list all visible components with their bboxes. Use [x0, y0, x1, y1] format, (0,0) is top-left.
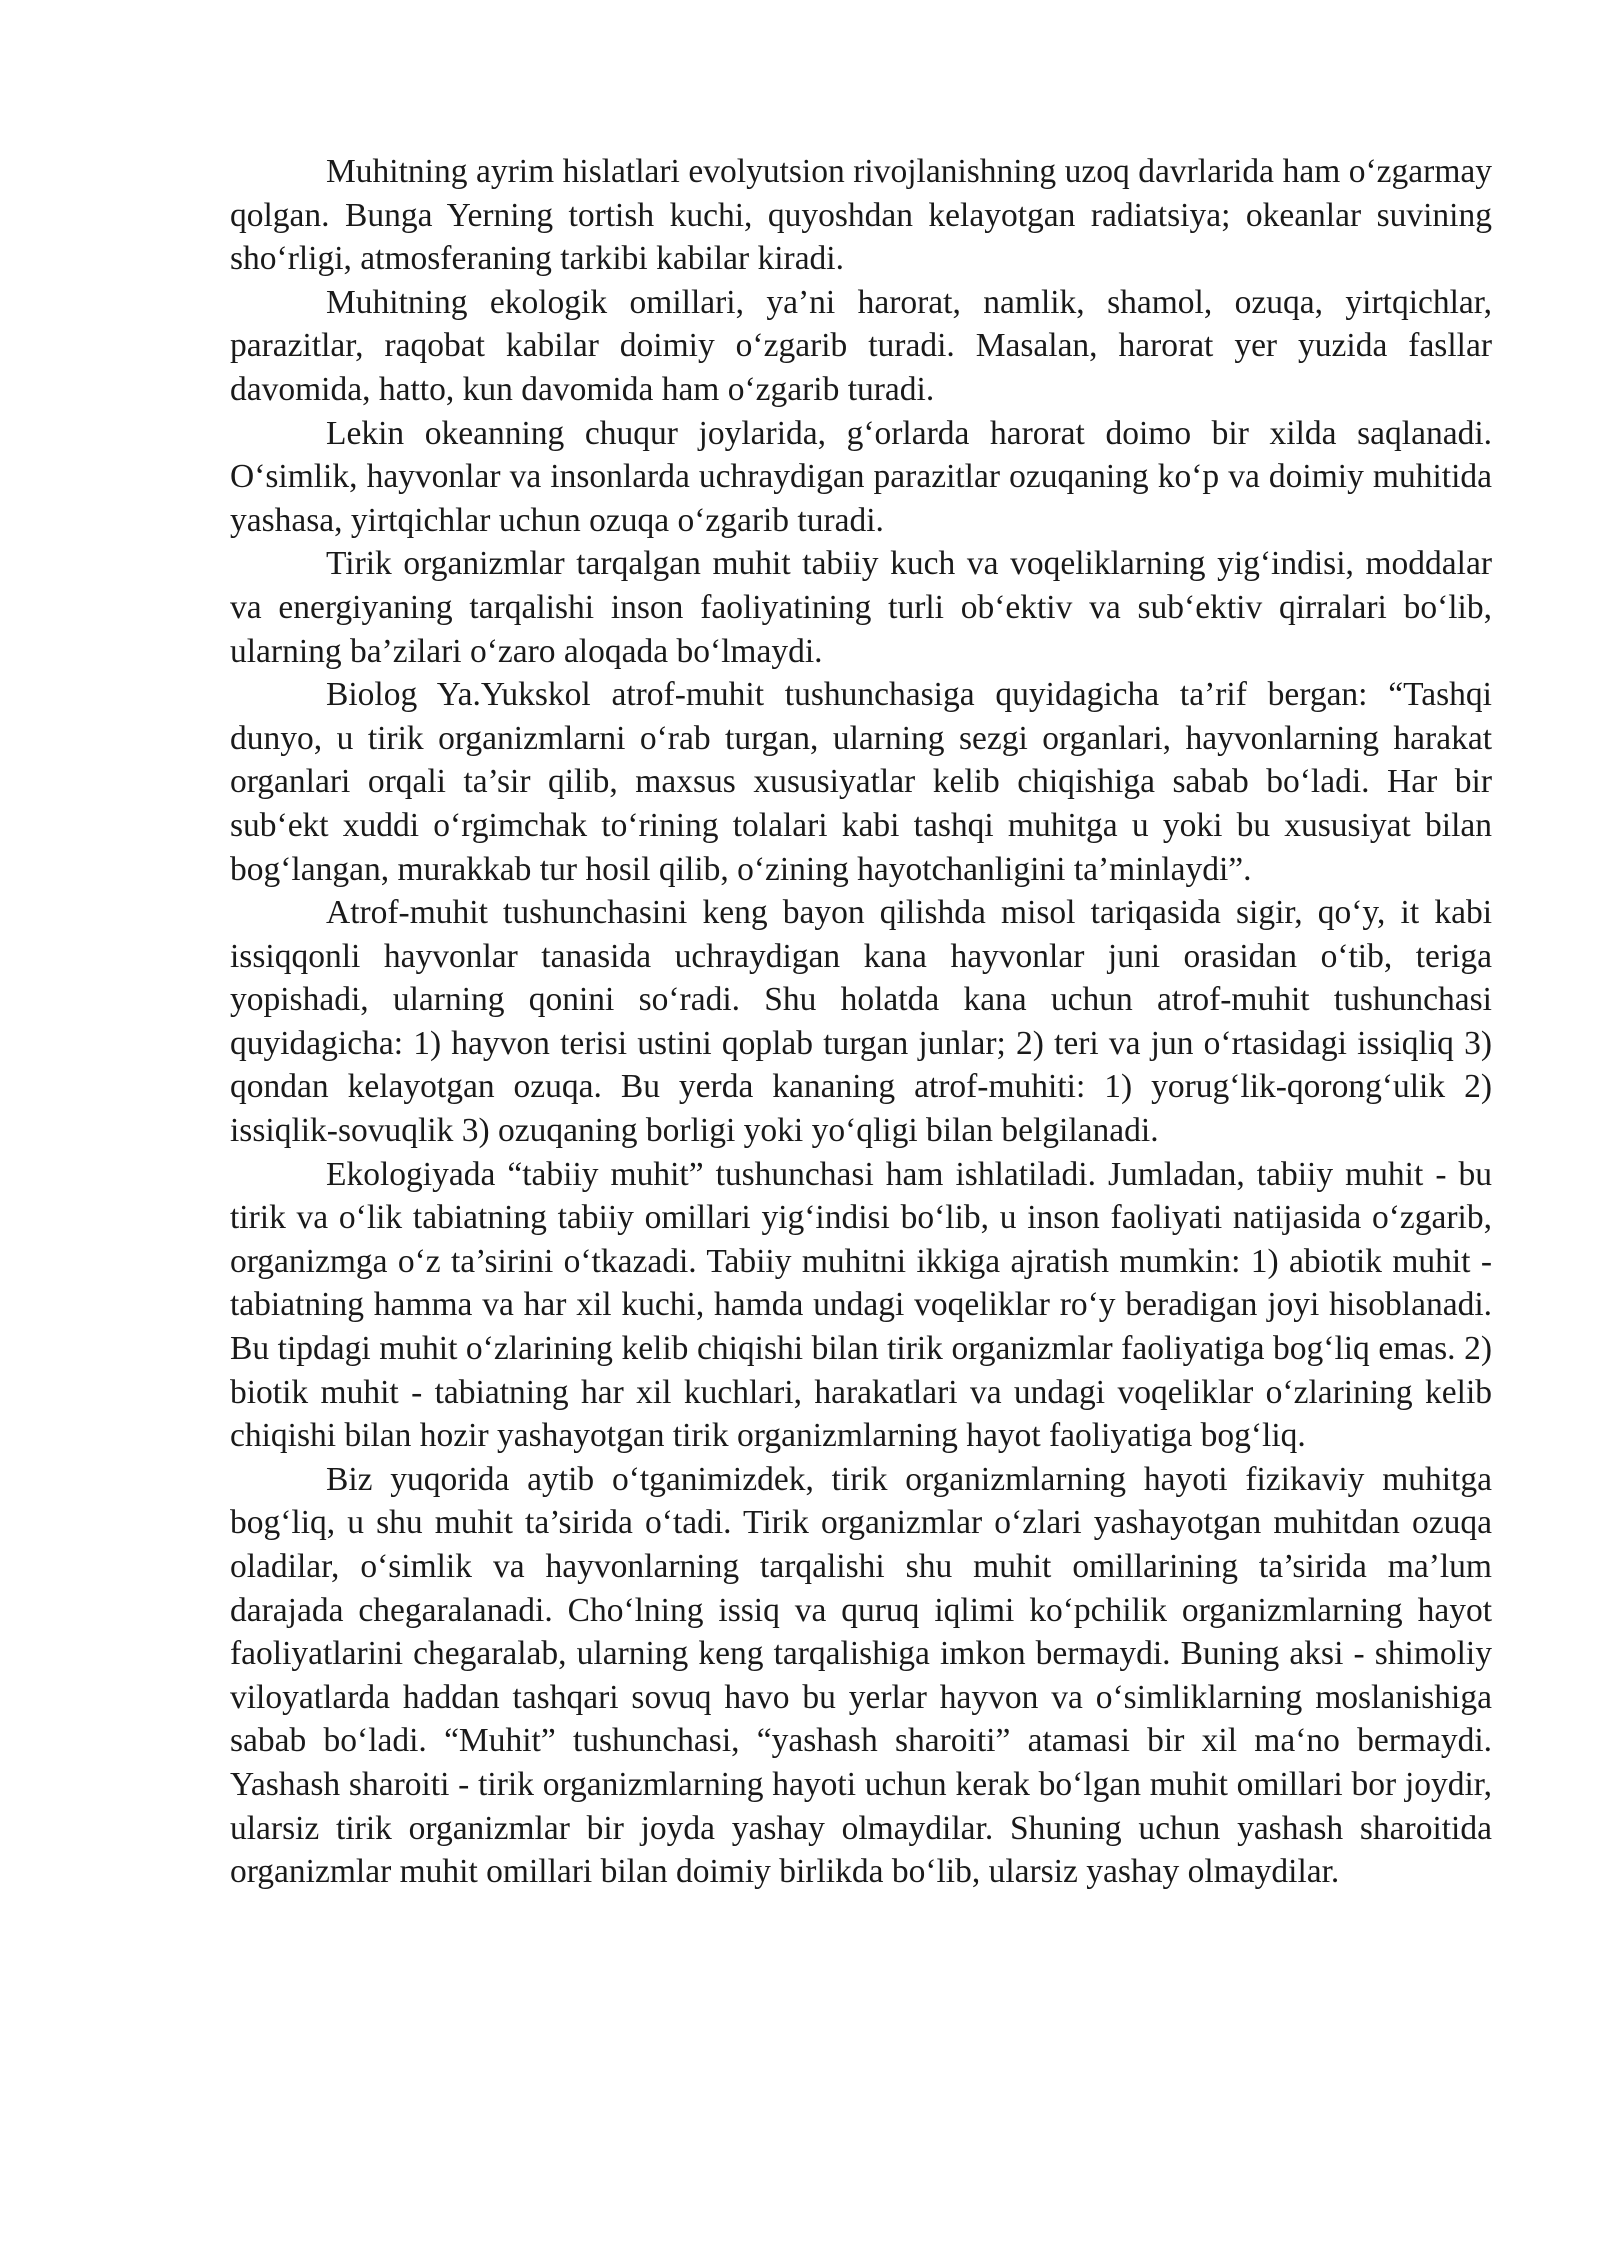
- paragraph-7: Ekologiyada “tabiiy muhit” tushunchasi ham ishlatiladi. Jumladan, tabiiy muhit - bu tirik va o‘lik tabiatning tabiiy omillari yig‘indisi bo‘lib, u inson faoliyati natijasida o‘zgarib, organizmga o‘z ta’sirini o‘tkazadi. Tabiiy muhitni ikkiga ajratish mumkin: 1) abiotik muhit - tabiatning hamma va har xil kuchi, hamda undagi voqeliklar ro‘y beradigan joyi hisoblanadi. Bu tipdagi muhit o‘zlarining kelib chiqishi bilan tirik organizmlar faoliyatiga bog‘liq emas. 2) biotik muhit - tabiatning har xil kuchlari, harakatlari va undagi voqeliklar o‘zlarining kelib chiqishi bilan hozir yashayotgan tirik organizmlarning hayot faoliyatiga bog‘liq.: [230, 1155, 1492, 1455]
- paragraph-4: Tirik organizmlar tarqalgan muhit tabiiy kuch va voqeliklarning yig‘indisi, moddalar va energiyaning tarqalishi inson faoliyatining turli ob‘ektiv va sub‘ektiv qirralari bo‘lib, ularning ba’zilari o‘zaro aloqada bo‘lmaydi.: [230, 545, 1492, 670]
- paragraph-2: Muhitning ekologik omillari, ya’ni harorat, namlik, shamol, ozuqa, yirtqichlar, parazitlar, raqobat kabilar doimiy o‘zgarib turadi. Masalan, harorat yer yuzida fasllar davomida, hatto, kun davomida ham o‘zgarib turadi.: [230, 283, 1492, 408]
- document-page: [230, 150, 1492, 1894]
- paragraph-1: Muhitning ayrim hislatlari evolyutsion rivojlanishning uzoq davrlarida ham o‘zgarmay qolgan. Bunga Yerning tortish kuchi, quyoshdan kelayotgan radiatsiya; okeanlar suvining sho‘rligi, atmosferaning tarkibi kabilar kiradi.: [230, 153, 1492, 278]
- paragraph-3: Lekin okeanning chuqur joylarida, g‘orlarda harorat doimo bir xilda saqlanadi. O‘simlik, hayvonlar va insonlarda uchraydigan parazitlar ozuqaning ko‘p va doimiy muhitida yashasa, yirtqichlar uchun ozuqa o‘zgarib turadi.: [230, 414, 1492, 539]
- paragraph-5: Biolog Ya.Yukskol atrof-muhit tushunchasiga quyidagicha ta’rif bergan: “Tashqi dunyo, u tirik organizmlarni o‘rab turgan, ularning sezgi organlari, hayvonlarning harakat organlari orqali ta’sir qilib, maxsus xususiyatlar kelib chiqishiga sabab bo‘ladi. Har bir sub‘ekt xuddi o‘rgimchak to‘rining tolalari kabi tashqi muhitga u yoki bu xususiyat bilan bog‘langan, murakkab tur hosil qilib, o‘zining hayotchanligini ta’minlaydi”.: [230, 676, 1492, 888]
- paragraph-6: Atrof-muhit tushunchasini keng bayon qilishda misol tariqasida sigir, qo‘y, it kabi issiqqonli hayvonlar tanasida uchraydigan kana hayvonlar juni orasidan o‘tib, teriga yopishadi, ularning qonini so‘radi. Shu holatda kana uchun atrof-muhit tushunchasi quyidagicha: 1) hayvon terisi ustini qoplab turgan junlar; 2) teri va jun o‘rtasidagi issiqliq 3) qondan kelayotgan ozuqa. Bu yerda kananing atrof-muhiti: 1) yorug‘lik-qorong‘ulik 2) issiqlik-sovuqlik 3) ozuqaning borligi yoki yo‘qligi bilan belgilanadi.: [230, 894, 1492, 1150]
- paragraph-8: Biz yuqorida aytib o‘tganimizdek, tirik organizmlarning hayoti fizikaviy muhitga bog‘liq, u shu muhit ta’sirida o‘tadi. Tirik organizmlar o‘zlari yashayotgan muhitdan ozuqa oladilar, o‘simlik va hayvonlarning tarqalishi shu muhit omillarining ta’sirida ma’lum darajada chegaralanadi. Cho‘lning issiq va quruq iqlimi ko‘pchilik organizmlarning hayot faoliyatlarini chegaralab, ularning keng tarqalishiga imkon bermaydi. Buning aksi - shimoliy viloyatlarda haddan tashqari sovuq havo bu yerlar hayvon va o‘simliklarning moslanishiga sabab bo‘ladi. “Muhit” tushunchasi, “yashash sharoiti” atamasi bir xil ma‘no bermaydi. Yashash sharoiti - tirik organizmlarning hayoti uchun kerak bo‘lgan muhit omillari bor joydir, ularsiz tirik organizmlar bir joyda yashay olmaydilar. Shuning uchun yashash sharoitida organizmlar muhit omillari bilan doimiy birlikda bo‘lib, ularsiz yashay olmaydilar.: [230, 1460, 1492, 1891]
